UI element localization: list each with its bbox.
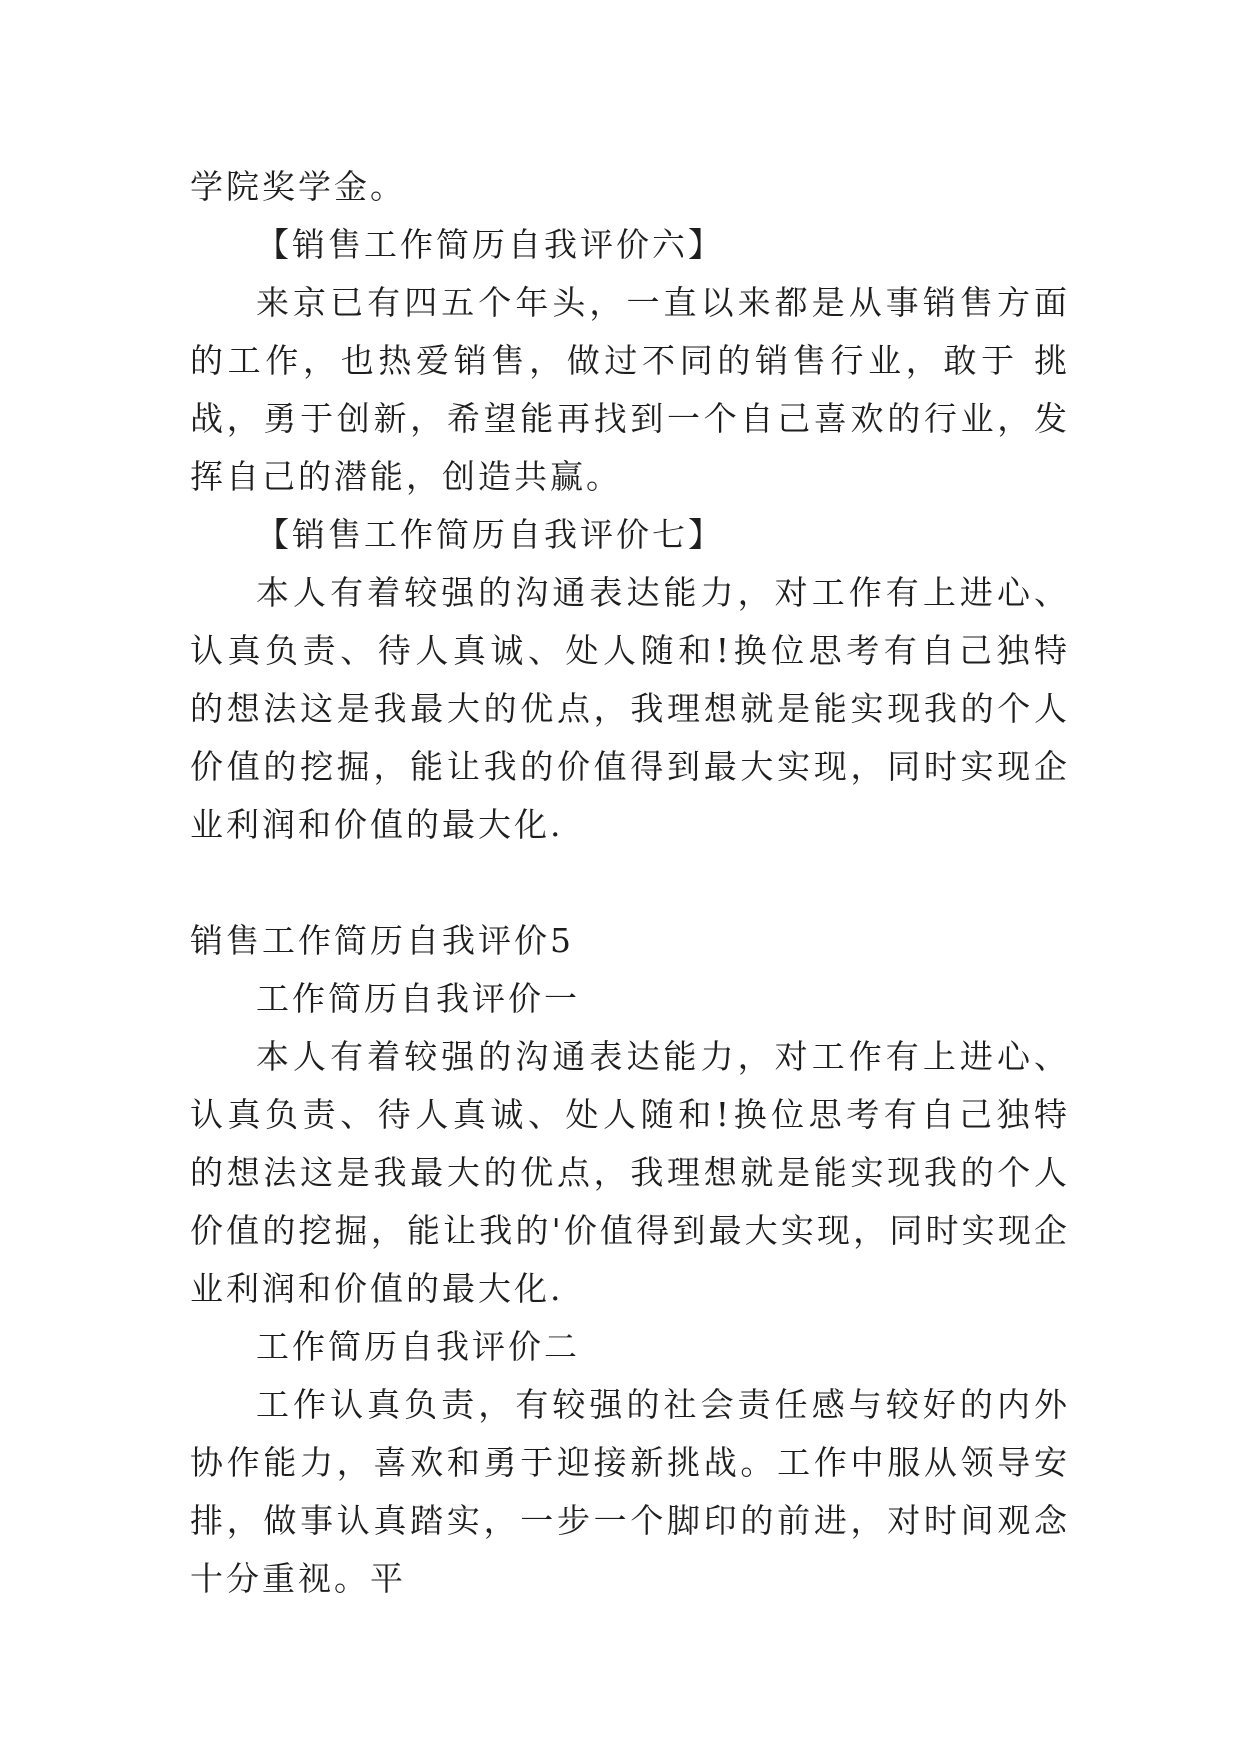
document-body xyxy=(190,158,1070,1608)
section-heading: 销售工作简历自我评价5 xyxy=(190,921,574,960)
paragraph: 学院奖学金。 xyxy=(190,167,406,206)
paragraph: 工作认真负责，有较强的社会责任感与较好的内外协作能力，喜欢和勇于迎接新挑战。工作中服从领导安排，做事认真踏实，一步一个脚印的前进，对时间观念十分重视。平 xyxy=(190,1385,1070,1598)
section-title: 工作简历自我评价一 xyxy=(256,979,580,1018)
paragraph: 来京已有四五个年头，一直以来都是从事销售方面的工作，也热爱销售，做过不同的销售行业，敢于 挑战，勇于创新，希望能再找到一个自己喜欢的行业，发挥自己的潜能，创造共赢。 xyxy=(190,283,1070,496)
section-title: 工作简历自我评价二 xyxy=(256,1327,580,1366)
paragraph: 本人有着较强的沟通表达能力，对工作有上进心、认真负责、待人真诚、处人随和!换位思考有自己独特的想法这是我最大的优点，我理想就是能实现我的个人价值的挖掘，能让我的'价值得到最大实现，同时实现企业利润和价值的最大化. xyxy=(190,1037,1070,1308)
section-title: 【销售工作简历自我评价六】 xyxy=(256,225,724,264)
section-title: 【销售工作简历自我评价七】 xyxy=(256,515,724,554)
paragraph: 本人有着较强的沟通表达能力，对工作有上进心、认真负责、待人真诚、处人随和!换位思考有自己独特的想法这是我最大的优点，我理想就是能实现我的个人价值的挖掘，能让我的价值得到最大实现，同时实现企业利润和价值的最大化. xyxy=(190,573,1070,844)
